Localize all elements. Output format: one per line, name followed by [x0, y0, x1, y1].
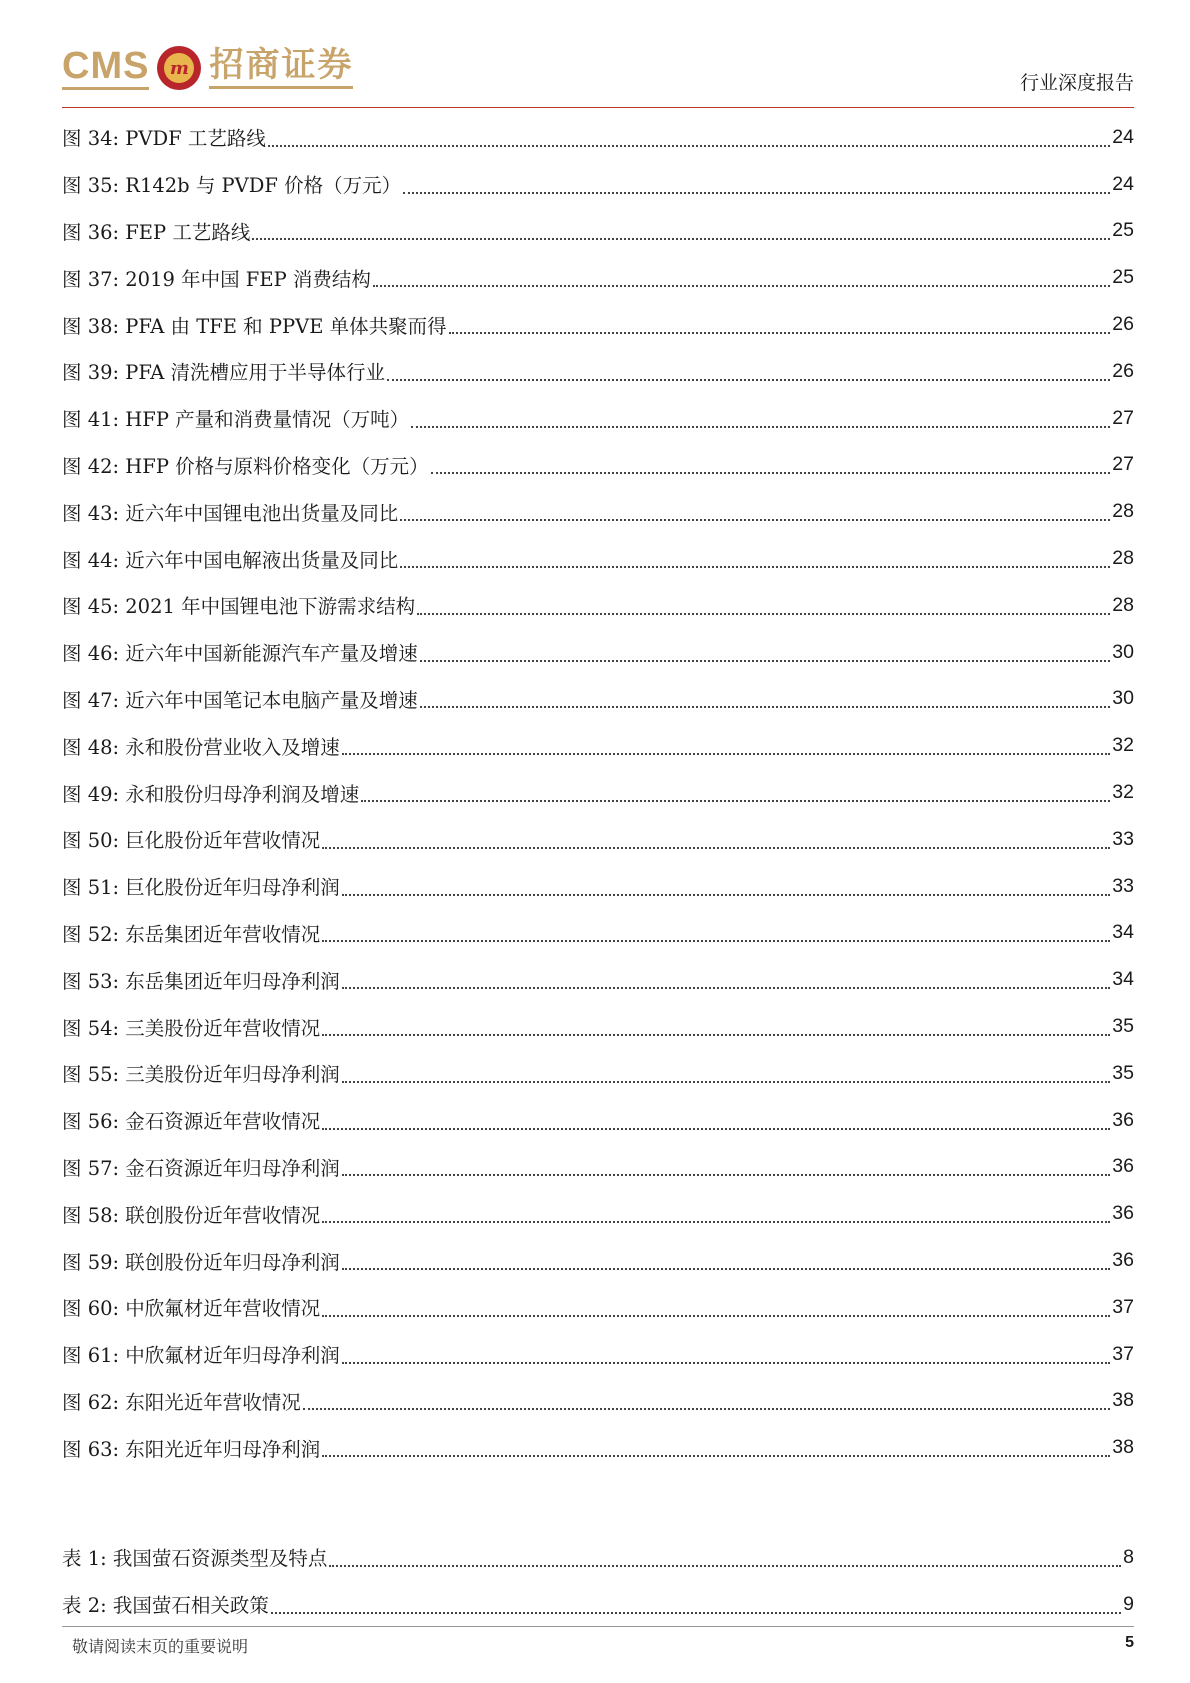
- report-type: 行业深度报告: [1019, 72, 1134, 94]
- figure-entry[interactable]: [62, 442, 1134, 489]
- figure-entry[interactable]: [62, 582, 1134, 629]
- dot-leader: [322, 1454, 1110, 1457]
- toc-entry-label: 图 62: 东阳光近年营收情况: [62, 1390, 301, 1414]
- toc-entry-label: 图 36: FEP 工艺路线: [62, 220, 251, 244]
- logo-emblem-icon: [157, 46, 201, 90]
- toc-entry-page: 30: [1112, 687, 1134, 710]
- toc-entry-page: 36: [1112, 1155, 1134, 1178]
- dot-leader: [342, 752, 1111, 755]
- toc-entry-page: 26: [1112, 313, 1134, 336]
- toc-entry-label: 图 52: 东岳集团近年营收情况: [62, 922, 321, 946]
- toc-entry-label: 图 56: 金石资源近年营收情况: [62, 1110, 321, 1134]
- figure-entry[interactable]: [62, 1097, 1134, 1144]
- dot-leader: [271, 1611, 1121, 1614]
- figure-entry[interactable]: [62, 161, 1134, 208]
- toc-entry-page: 35: [1112, 1061, 1134, 1084]
- figure-entry[interactable]: [62, 956, 1134, 1003]
- dot-leader: [322, 939, 1110, 942]
- toc-entry-label: 图 37: 2019 年中国 FEP 消费结构: [62, 267, 371, 291]
- figure-entry[interactable]: [62, 1331, 1134, 1378]
- page-number: 5: [1125, 1634, 1134, 1651]
- dot-leader: [400, 565, 1110, 568]
- dot-leader: [403, 191, 1110, 194]
- dot-leader: [342, 1361, 1111, 1364]
- figure-entry[interactable]: [62, 769, 1134, 816]
- figure-entry[interactable]: [62, 301, 1134, 348]
- toc-entry-label: 图 48: 永和股份营业收入及增速: [62, 735, 340, 759]
- figure-entry[interactable]: [62, 1284, 1134, 1331]
- figure-entry[interactable]: [62, 254, 1134, 301]
- dot-leader: [322, 1314, 1110, 1317]
- toc-entry-page: 30: [1112, 640, 1134, 663]
- logo-latin-text: CMS: [62, 47, 149, 90]
- toc-entry-label: 表 1: 我国萤石资源类型及特点: [62, 1547, 328, 1571]
- figure-entry[interactable]: [62, 1144, 1134, 1191]
- dot-leader: [420, 705, 1111, 708]
- toc-entry-page: 33: [1112, 874, 1134, 897]
- figure-entry[interactable]: [62, 114, 1134, 161]
- figure-entry[interactable]: [62, 1237, 1134, 1284]
- toc-entry-label: 图 50: 巨化股份近年营收情况: [62, 829, 321, 853]
- table-index: [62, 1534, 1134, 1628]
- toc-entry-page: 25: [1112, 266, 1134, 289]
- toc-entry-page: 36: [1112, 1202, 1134, 1225]
- dot-leader: [373, 284, 1110, 287]
- figure-entry[interactable]: [62, 208, 1134, 255]
- toc-entry-label: 图 58: 联创股份近年营收情况: [62, 1203, 321, 1227]
- toc-entry-label: 图 35: R142b 与 PVDF 价格（万元）: [62, 174, 402, 198]
- toc-entry-page: 33: [1112, 827, 1134, 850]
- toc-entry-label: 图 51: 巨化股份近年归母净利润: [62, 876, 340, 900]
- figure-entry[interactable]: [62, 1378, 1134, 1425]
- toc-entry-label: 图 63: 东阳光近年归母净利润: [62, 1437, 321, 1461]
- figure-entry[interactable]: [62, 1190, 1134, 1237]
- table-entry[interactable]: [62, 1534, 1134, 1581]
- figure-entry[interactable]: [62, 676, 1134, 723]
- toc-entry-page: 24: [1112, 172, 1134, 195]
- toc-entry-page: 38: [1112, 1389, 1134, 1412]
- table-entry[interactable]: [62, 1581, 1134, 1628]
- figure-entry[interactable]: [62, 535, 1134, 582]
- dot-leader: [342, 986, 1111, 989]
- dot-leader: [322, 846, 1110, 849]
- dot-leader: [303, 1407, 1111, 1410]
- toc-entry-page: 32: [1112, 781, 1134, 804]
- figure-entry[interactable]: [62, 1050, 1134, 1097]
- toc-entry-label: 图 54: 三美股份近年营收情况: [62, 1016, 321, 1040]
- toc-entry-label: 图 43: 近六年中国锂电池出货量及同比: [62, 501, 399, 525]
- toc-entry-page: 36: [1112, 1108, 1134, 1131]
- toc-entry-page: 28: [1112, 593, 1134, 616]
- dot-leader: [431, 471, 1111, 474]
- toc-entry-page: 27: [1112, 406, 1134, 429]
- toc-entry-label: 图 57: 金石资源近年归母净利润: [62, 1156, 340, 1180]
- toc-entry-label: 图 44: 近六年中国电解液出货量及同比: [62, 548, 399, 572]
- toc-entry-label: 图 61: 中欣氟材近年归母净利润: [62, 1344, 340, 1368]
- dot-leader: [411, 425, 1110, 428]
- cms-logo: [62, 42, 353, 94]
- logo-chinese-text: 招商证券: [209, 48, 353, 89]
- toc-entry-page: 26: [1112, 359, 1134, 382]
- figure-entry[interactable]: [62, 722, 1134, 769]
- footer-divider: [62, 1626, 1134, 1627]
- toc-entry-page: 9: [1123, 1592, 1134, 1615]
- dot-leader: [342, 893, 1111, 896]
- figure-entry[interactable]: [62, 816, 1134, 863]
- toc-entry-page: 28: [1112, 547, 1134, 570]
- dot-leader: [400, 518, 1110, 521]
- toc-entry-label: 图 60: 中欣氟材近年营收情况: [62, 1297, 321, 1321]
- dot-leader: [322, 1127, 1110, 1130]
- toc-entry-page: 28: [1112, 500, 1134, 523]
- figure-entry[interactable]: [62, 1424, 1134, 1471]
- toc-entry-page: 36: [1112, 1249, 1134, 1272]
- dot-leader: [361, 799, 1110, 802]
- toc-entry-label: 图 46: 近六年中国新能源汽车产量及增速: [62, 642, 418, 666]
- toc-entry-label: 图 41: HFP 产量和消费量情况（万吨）: [62, 408, 410, 432]
- dot-leader: [342, 1267, 1111, 1270]
- logo-emblem-mark: m: [164, 53, 194, 83]
- toc-entry-page: 38: [1112, 1436, 1134, 1459]
- toc-entry-page: 8: [1123, 1545, 1134, 1568]
- toc-entry-page: 37: [1112, 1342, 1134, 1365]
- dot-leader: [417, 612, 1110, 615]
- toc-entry-label: 图 59: 联创股份近年归母净利润: [62, 1250, 340, 1274]
- toc-entry-page: 32: [1112, 734, 1134, 757]
- figure-entry[interactable]: [62, 629, 1134, 676]
- dot-leader: [449, 331, 1111, 334]
- toc-entry-label: 图 55: 三美股份近年归母净利润: [62, 1063, 340, 1087]
- dot-leader: [322, 1033, 1110, 1036]
- toc-entry-page: 27: [1112, 453, 1134, 476]
- dot-leader: [387, 378, 1110, 381]
- page-header: [0, 0, 1190, 110]
- dot-leader: [322, 1220, 1110, 1223]
- toc-entry-page: 25: [1112, 219, 1134, 242]
- dot-leader: [420, 659, 1111, 662]
- toc-entry-label: 图 53: 东岳集团近年归母净利润: [62, 969, 340, 993]
- toc-entry-page: 37: [1112, 1295, 1134, 1318]
- figure-entry[interactable]: [62, 395, 1134, 442]
- toc-entry-label: 图 38: PFA 由 TFE 和 PPVE 单体共聚而得: [62, 314, 447, 338]
- dot-leader: [342, 1080, 1111, 1083]
- figure-index: [62, 114, 1134, 1471]
- toc-entry-label: 图 39: PFA 清洗槽应用于半导体行业: [62, 361, 386, 385]
- toc-entry-page: 34: [1112, 968, 1134, 991]
- toc-entry-label: 图 42: HFP 价格与原料价格变化（万元）: [62, 454, 429, 478]
- figure-entry[interactable]: [62, 348, 1134, 395]
- figure-entry[interactable]: [62, 488, 1134, 535]
- toc-entry-label: 表 2: 我国萤石相关政策: [62, 1594, 269, 1618]
- dot-leader: [342, 1173, 1111, 1176]
- dot-leader: [252, 237, 1110, 240]
- figure-entry[interactable]: [62, 910, 1134, 957]
- dot-leader: [329, 1564, 1121, 1567]
- toc-entry-page: 24: [1112, 125, 1134, 148]
- toc-entry-label: 图 34: PVDF 工艺路线: [62, 127, 266, 151]
- toc-entry-label: 图 49: 永和股份归母净利润及增速: [62, 782, 360, 806]
- toc-entry-label: 图 45: 2021 年中国锂电池下游需求结构: [62, 595, 416, 619]
- toc-entry-page: 35: [1112, 1015, 1134, 1038]
- figure-entry[interactable]: [62, 1003, 1134, 1050]
- figure-entry[interactable]: [62, 863, 1134, 910]
- dot-leader: [268, 144, 1110, 147]
- toc-entry-label: 图 47: 近六年中国笔记本电脑产量及增速: [62, 688, 418, 712]
- toc-entry-page: 34: [1112, 921, 1134, 944]
- header-divider: [62, 107, 1134, 108]
- footer-disclaimer: 敬请阅读末页的重要说明: [72, 1637, 249, 1656]
